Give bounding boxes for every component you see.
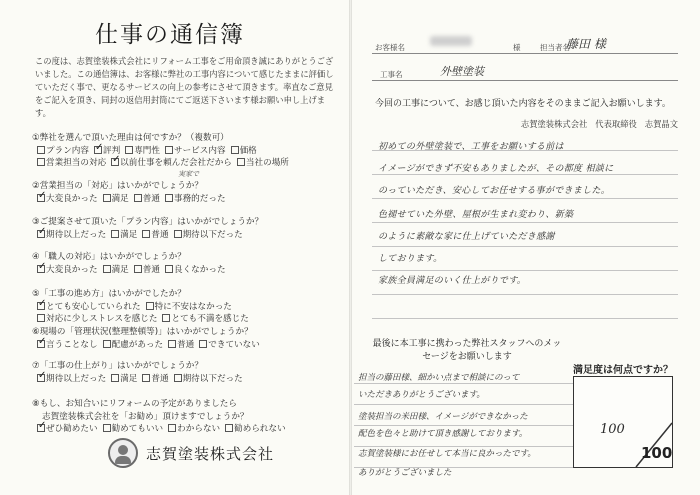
checkbox[interactable] [174,230,182,238]
comment-prompt: 今回の工事について、お感じ頂いた内容をそのままご記入お願いします。 [375,99,671,109]
question-label: ③ご提案させて頂いた「プラン内容」はいかがでしょうか？ [32,217,264,227]
comment-line: 初めての外壁塗装で、工事をお願いする前は [378,142,564,152]
question-label: ⑦「工事の仕上がり」はいかがでしょうか？ [32,361,203,371]
option-label: 期待以下だった [182,229,243,240]
checkbox[interactable] [231,146,239,154]
option-label: 期待以上だった [46,373,107,384]
option-label: 当社の場所 [245,158,289,168]
comment-line: のっていただき、安心してお任せする事ができました。 [378,186,611,196]
option-row [32,339,344,352]
question-label: ⑥現場の「管理状況(整理整頓等)」はいかがでしょうか？ [32,327,253,337]
option-label: とても安心していられた [46,301,141,312]
company-logo-icon [108,438,138,468]
option-label: 普通 [142,264,160,275]
intro-text: この度は、志賀塗装株式会社にリフォーム工事をご用命頂き誠にありがとうございました。この通信簿は、お客様に弊社の工事内容について感じたままに評価していただく事で、更なるサービスの向上の参考にさせて頂きます。率直なご意見をご記入を頂き、同封の返信用封筒にてご返送下さいます様お願い申し上げます。 [35,56,334,118]
message-line: 志賀塗装様にお任せして本当に良かったです。 [358,449,536,459]
option[interactable] [165,193,226,206]
option[interactable] [37,229,106,242]
option-label: 言うことなし [46,339,98,350]
option-label: 満足 [111,193,129,204]
option[interactable] [134,193,160,206]
question-5 [32,288,344,326]
checkbox-checked[interactable] [94,146,102,154]
company-footer-name: 志賀塗装株式会社 [146,444,275,463]
checkbox[interactable] [125,146,133,154]
question-label: ②営業担当の「対応」はいかがでしょうか？ [32,181,203,191]
option-label: ぜひ勧めたい [46,424,98,434]
checkbox-checked[interactable] [111,158,119,166]
rule-line [354,383,576,384]
q1-handwritten-note: 実家で [178,170,199,178]
option-label: 価格 [239,145,257,156]
message-line: 配色を色々と助けて頂き感謝しております。 [358,429,528,439]
option-label: 満足 [111,264,129,275]
option-label: 大変良かった [46,193,98,204]
signature-role: 代表取締役 [595,119,637,129]
option-label: 大変良かった [46,264,98,275]
question-label: ④「職人の対応」はいかがでしょうか？ [32,252,186,262]
checkbox-checked[interactable] [37,374,45,382]
comment-line: しております。 [378,254,443,264]
option-label: 勧められない [234,424,286,434]
question-3 [32,216,344,241]
question-6 [32,326,344,351]
checkbox-checked[interactable] [37,340,45,348]
option-label: 営業担当の対応 [46,158,107,168]
signature-name: 志賀晶文 [644,119,678,129]
comment-line: イメージができず不安もありましたが、その都度 相談に [378,164,614,174]
checkbox[interactable] [165,265,173,273]
option[interactable] [37,339,98,352]
message-line: ありがとうございました [358,468,452,478]
option-row [32,157,344,170]
message-line: いただきありがとうございます。 [358,390,485,400]
page-title: 仕事の通信簿 [95,22,245,48]
comment-line: のように素敵な家に仕上げていただき感謝 [378,232,555,242]
option-label: プラン内容 [46,145,89,156]
option[interactable] [103,339,163,352]
rule-line [354,425,576,426]
option[interactable] [37,373,106,386]
option[interactable] [111,157,232,170]
option[interactable] [37,423,98,436]
option[interactable] [142,229,168,242]
checkbox[interactable] [37,314,45,322]
question-4 [32,251,344,276]
checkbox[interactable] [237,158,245,166]
option[interactable] [103,193,129,206]
question-label-2: 志賀塗装株式会社を「お勧め」頂けますでしょうか？ [42,411,249,422]
option[interactable] [165,145,226,158]
option-label: 対応に少しストレスを感じた [46,314,158,324]
option[interactable] [146,301,232,314]
checkbox[interactable] [168,424,176,432]
question-label: ①弊社を選んで頂いた理由は何ですか？（複数可） [32,133,229,143]
option-label: 勧めてもいい [111,424,164,434]
rep-label: 担当者名 [540,43,570,52]
signature [513,118,678,130]
fold-line [349,0,352,495]
option[interactable] [37,145,89,158]
option-label: 良くなかった [173,264,226,275]
checkbox[interactable] [142,230,150,238]
rule-line [372,294,678,295]
satisfaction-max: 100 [641,444,673,462]
rule-line [372,198,678,199]
checkbox[interactable] [134,265,142,273]
option-row [32,264,344,277]
option-label: 専門性 [134,145,160,156]
option[interactable] [162,313,248,326]
option-label: 評判 [102,145,121,156]
comment-line: 色褪せていた外壁、屋根が生まれ変わり、新築 [378,210,574,220]
checkbox[interactable] [142,374,150,382]
option-label: サービス内容 [173,145,226,156]
rule-line [372,222,678,223]
checkbox[interactable] [134,194,142,202]
option-label: とても不満を感じた [171,314,249,324]
question-label: ⑤「工事の進め方」はいかがでしたか？ [32,289,186,299]
option-label: 満足 [120,229,138,240]
option-label: 普通 [151,373,169,384]
option-row [32,373,344,386]
option[interactable] [174,229,243,242]
rule-line [354,404,576,405]
option-label: 配慮があった [111,339,164,350]
option-label: できていない [208,339,260,350]
question-8 [32,398,344,436]
option[interactable] [174,373,243,386]
option[interactable] [37,157,106,170]
message-line: 担当の藤田様、細かい点まで相談にのって [358,373,520,383]
checkbox[interactable] [103,194,111,202]
option[interactable] [103,423,164,436]
checkbox[interactable] [111,230,119,238]
signature-company: 志賀塗装株式会社 [520,119,588,129]
option[interactable] [111,373,137,386]
option-label: 普通 [142,193,160,204]
option[interactable] [134,264,160,277]
option[interactable] [225,423,286,436]
checkbox[interactable] [174,374,182,382]
option-label: わからない [177,424,221,434]
option[interactable] [142,373,168,386]
customer-name-redacted [430,36,472,46]
option-label: 期待以上だった [46,229,107,240]
header-line-1 [372,53,678,54]
checkbox[interactable] [168,340,176,348]
rule-line [372,174,678,175]
checkbox[interactable] [165,146,173,154]
work-name: 外壁塗装 [440,65,484,78]
checkbox-checked[interactable] [37,302,45,310]
checkbox-checked[interactable] [37,230,45,238]
rule-line [372,270,678,271]
rule-line [372,246,678,247]
option-label: 期待以下だった [182,373,243,384]
option[interactable] [165,264,226,277]
header-line-2 [372,80,678,81]
option-label: 特に不安はなかった [154,301,232,312]
option-row [32,229,344,242]
option-label: 満足 [120,373,138,384]
option-row [32,301,344,314]
option[interactable] [125,145,160,158]
option-row [32,193,344,206]
question-label: ⑧もし、お知合いにリフォームの予定がありましたら [32,399,237,409]
option-row [32,313,344,326]
option-label: 事務的だった [173,193,226,204]
option[interactable] [37,193,98,206]
checkbox[interactable] [111,374,119,382]
option-label: 普通 [177,339,195,350]
checkbox[interactable] [103,340,111,348]
checkbox[interactable] [146,302,154,310]
checkbox-checked[interactable] [37,194,45,202]
option[interactable] [37,313,157,326]
checkbox-checked[interactable] [37,424,45,432]
question-2 [32,180,344,205]
option[interactable] [168,423,220,436]
work-label: 工事名 [380,70,403,79]
customer-label: お客様名 [375,43,405,52]
question-7 [32,360,344,385]
message-line: 塗装担当の米田様、イメージができなかった [358,412,528,422]
checkbox[interactable] [37,146,45,154]
option-row [32,423,344,436]
checkbox[interactable] [162,314,170,322]
company-footer [108,438,274,468]
rep-name: 藤田 様 [566,37,606,51]
rule-line [372,318,678,319]
checkbox[interactable] [103,424,111,432]
comment-line: 家族全員満足のいく仕上がりです。 [378,276,527,286]
option[interactable] [37,264,98,277]
checkbox[interactable] [225,424,233,432]
honorific: 様 [513,43,521,52]
option[interactable] [231,145,257,158]
checkbox[interactable] [199,340,207,348]
option-row [32,145,344,158]
question-1 [32,132,344,170]
checkbox-checked[interactable] [37,265,45,273]
satisfaction-title: 満足度は何点ですか？ [573,365,673,376]
satisfaction-value: 100 [600,422,625,437]
message-prompt: 最後に本工事に携わった弊社スタッフへのメッセージをお願いします [372,339,562,362]
checkbox[interactable] [165,194,173,202]
option-label: 以前仕事を頼んだ会社だから [120,158,232,168]
option[interactable] [37,301,141,314]
option[interactable] [237,157,289,170]
option[interactable] [199,339,260,352]
option-label: 普通 [151,229,169,240]
checkbox[interactable] [103,265,111,273]
option[interactable] [111,229,137,242]
option[interactable] [168,339,194,352]
option[interactable] [103,264,129,277]
checkbox[interactable] [37,158,45,166]
